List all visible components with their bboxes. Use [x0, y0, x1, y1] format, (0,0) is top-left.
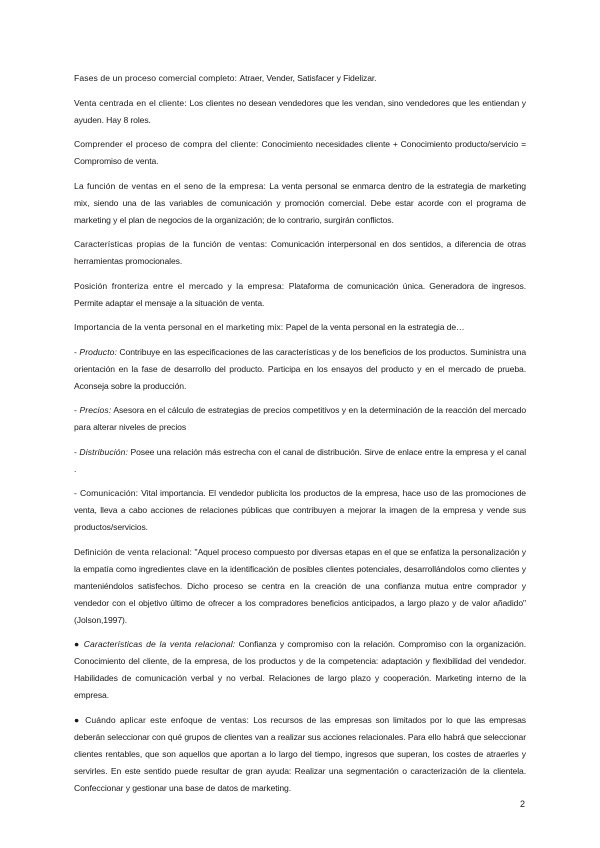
paragraph-body: "Aquel proceso compuesto por diversas etapas en el que se enfatiza la personalización y la empatía como ingredientes clave en la identificación de posibles clientes potenciales, desarrollándolos como clientes y manteniéndolos satisfechos. Dicho proceso se centra en la creación de una confianza mutua entre comprador y vendedor con el objetivo último de ofrecer a los compradores beneficios anticipados, a largo plazo y de valor añadido" (Jolson,1997).: [74, 546, 526, 625]
paragraph-caracteristicas-funcion: [74, 236, 526, 270]
paragraph-lead: Características propias de la función de ventas:: [74, 239, 271, 249]
paragraph-lead: Venta centrada en el cliente:: [74, 97, 190, 108]
paragraph-importancia: [74, 319, 526, 336]
page-number: 2: [519, 799, 525, 809]
paragraph-body: Los clientes no desean vendedores que les vendan, sino vendedores que les entiendan y ayuden. Hay 8 roles.: [74, 97, 527, 125]
paragraph-lead: - Comunicación:: [74, 488, 142, 498]
dash-marker: -: [74, 446, 80, 457]
paragraph-precios: [74, 402, 526, 436]
paragraph-distribucion: [74, 444, 526, 478]
paragraph-lead: Fases de un proceso comercial completo:: [74, 73, 240, 83]
paragraph-lead: Posición fronteriza entre el mercado y la empresa:: [74, 280, 289, 291]
bullet-marker: ●: [74, 639, 84, 649]
paragraph-lead: Definición de venta relacional:: [74, 546, 195, 557]
paragraph-lead: Importancia de la venta personal en el marketing mix:: [74, 322, 286, 332]
paragraph-body: Plataforma de comunicación única. Generadora de ingresos. Permite adaptar el mensaje a la situación de venta.: [74, 280, 526, 308]
paragraph-body: Papel de la venta personal en la estrategia de…: [285, 322, 465, 332]
paragraph-body: Vital importancia. El vendedor publicita los productos de la empresa, hace uso de las promociones de venta, lleva a cabo acciones de relaciones públicas que contribuyen a mejorar la imagen de la empresa y vende sus productos/servicios.: [74, 488, 526, 532]
paragraph-lead: ● Cuándo aplicar este enfoque de ventas:: [74, 714, 254, 725]
paragraph-body: Comunicación interpersonal en dos sentidos, a diferencia de otras herramientas promocionales.: [74, 239, 526, 266]
paragraph-lead: Producto:: [79, 346, 118, 357]
paragraph-lead: Precios:: [79, 405, 112, 415]
paragraph-cuando-aplicar: [74, 712, 526, 797]
document-body: [74, 70, 526, 804]
dash-marker: -: [74, 405, 80, 415]
paragraph-body: Confianza y compromiso con la relación. Compromiso con la organización. Conocimiento del cliente, de la empresa, de los productos y de la competencia: adaptación y flexibilidad del vendedor. Habilidades de comunicación verbal y no verbal. Relaciones de largo plazo y cooperación. Marketing interno de la empresa.: [74, 639, 526, 700]
paragraph-lead: Distribución:: [79, 446, 129, 457]
paragraph-body: Asesora en el cálculo de estrategias de precios competitivos y en la determinación de la reacción del mercado para alterar niveles de precios: [74, 405, 526, 432]
dash-marker: -: [74, 346, 80, 357]
paragraph-venta-centrada: [74, 95, 526, 129]
paragraph-lead: Características de la venta relacional:: [83, 639, 236, 649]
paragraph-posicion-fronteriza: [74, 278, 526, 312]
paragraph-comunicacion: [74, 485, 526, 536]
paragraph-funcion-ventas: [74, 178, 526, 229]
paragraph-body: Los recursos de las empresas son limitados por lo que las empresas deberán seleccionar con qué grupos de clientes van a realizar sus acciones relacionales. Para ello habrá que seleccionar clientes rentables, que son aquellos que aportan a lo largo del tiempo, ingresos que superan, los costes de atraerles y servirles. En este sentido puede resultar de gran ayuda: Realizar una segmentación o caracterización de la clientela. Confeccionar y gestionar una base de datos de marketing.: [74, 714, 526, 793]
paragraph-body: La venta personal se enmarca dentro de la estrategia de marketing mix, siendo una de las variables de comunicación y promoción comercial. Debe estar acorde con el programa de marketing y el plan de negocios de la organización; de lo contrario, surgirán conflictos.: [74, 180, 526, 225]
paragraph-fases: [74, 70, 526, 87]
paragraph-proceso-compra: [74, 136, 526, 170]
paragraph-caracteristicas-relacional: [74, 636, 526, 704]
paragraph-body: Contribuye en las especificaciones de las características y de los beneficios de los productos. Suministra una orientación en la fase de desarrollo del producto. Participa en los ensayos del producto y en el mercado de prueba. Aconseja sobre la producción.: [74, 346, 526, 391]
paragraph-lead: Comprender el proceso de compra del cliente:: [74, 139, 262, 149]
paragraph-body: Posee una relación más estrecha con el canal de distribución. Sirve de enlace entre la empresa y el canal .: [74, 446, 526, 474]
paragraph-definicion: [74, 544, 526, 629]
paragraph-producto: [74, 344, 526, 395]
paragraph-body: Conocimiento necesidades cliente + Conocimiento producto/servicio = Compromiso de venta.: [74, 139, 527, 166]
paragraph-body: Atraer, Vender, Satisfacer y Fidelizar.: [239, 73, 377, 83]
paragraph-lead: La función de ventas en el seno de la empresa:: [74, 180, 270, 191]
